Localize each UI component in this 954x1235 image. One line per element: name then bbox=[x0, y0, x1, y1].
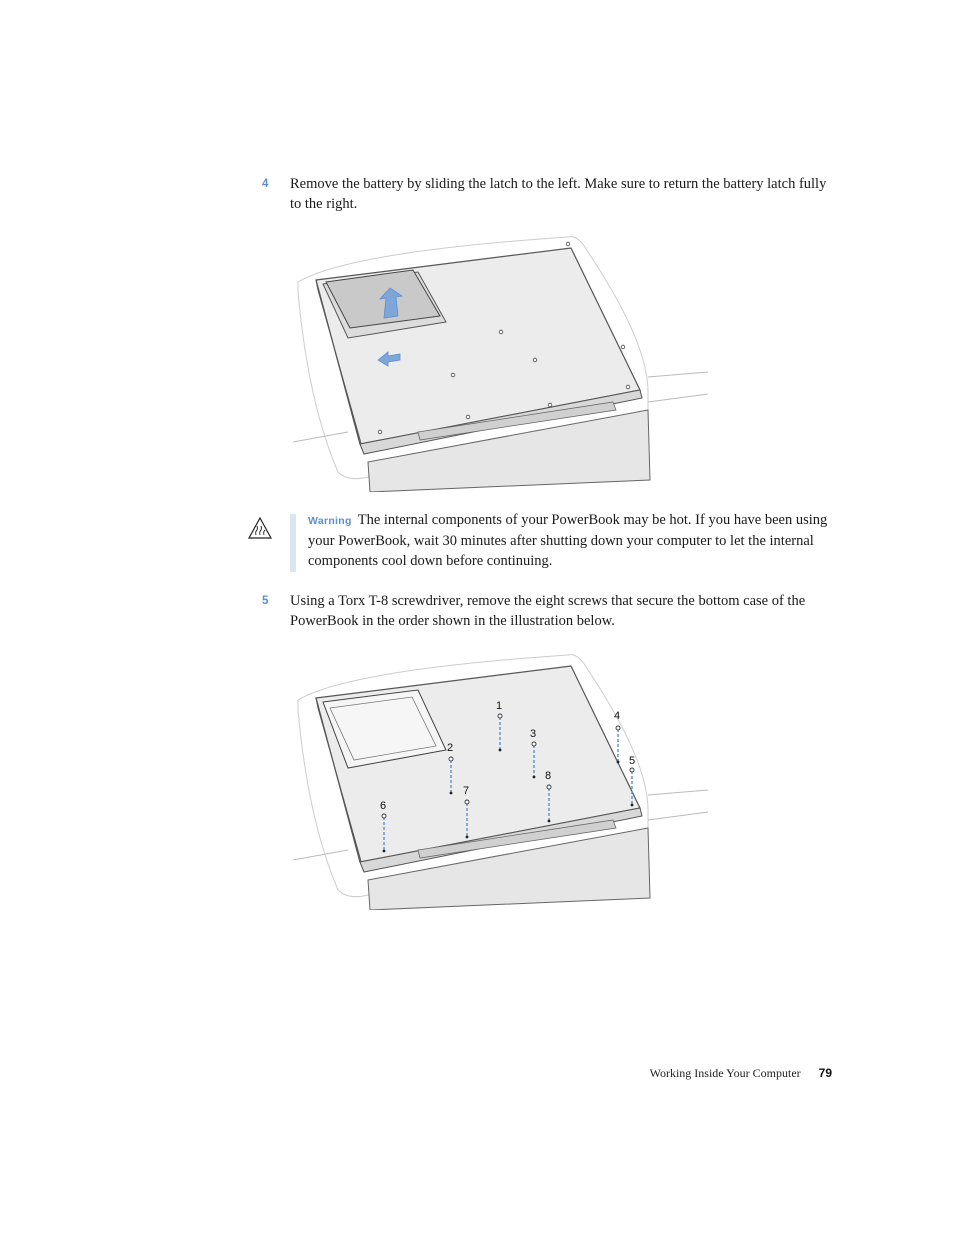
screw-label-3: 3 bbox=[530, 728, 537, 740]
page-number: 79 bbox=[818, 1066, 832, 1080]
screw-label-4: 4 bbox=[614, 710, 621, 722]
step-number: 5 bbox=[262, 595, 269, 607]
screw-removal-illustration bbox=[288, 650, 718, 910]
page-footer bbox=[600, 1064, 832, 1082]
screw-label-7: 7 bbox=[463, 785, 470, 797]
warning-body: The internal components of your PowerBook may be hot. If you have been using your PowerBook, wait 30 minutes after shutting down your computer to let the internal components cool down before continuing. bbox=[308, 512, 828, 569]
battery-removal-illustration bbox=[288, 232, 718, 492]
screw-label-2: 2 bbox=[447, 742, 454, 754]
screw-label-8: 8 bbox=[545, 770, 552, 782]
step-text: Using a Torx T-8 screwdriver, remove the eight screws that secure the bottom case of the PowerBook in the order shown in the illustration below. bbox=[290, 593, 806, 629]
screw-label-1: 1 bbox=[496, 700, 503, 712]
warning-bar bbox=[290, 514, 296, 572]
warning-text-block bbox=[308, 510, 848, 571]
warning-note bbox=[248, 510, 848, 574]
screw-label-5: 5 bbox=[629, 755, 636, 767]
warning-label: Warning bbox=[308, 515, 352, 527]
footer-section-title: Working Inside Your Computer bbox=[649, 1066, 801, 1080]
screw-label-6: 6 bbox=[380, 800, 387, 812]
step-text: Remove the battery by sliding the latch to the left. Make sure to return the battery latch fully to the right. bbox=[290, 176, 827, 212]
hot-surface-warning-icon bbox=[248, 516, 272, 540]
step-number: 4 bbox=[262, 178, 269, 190]
